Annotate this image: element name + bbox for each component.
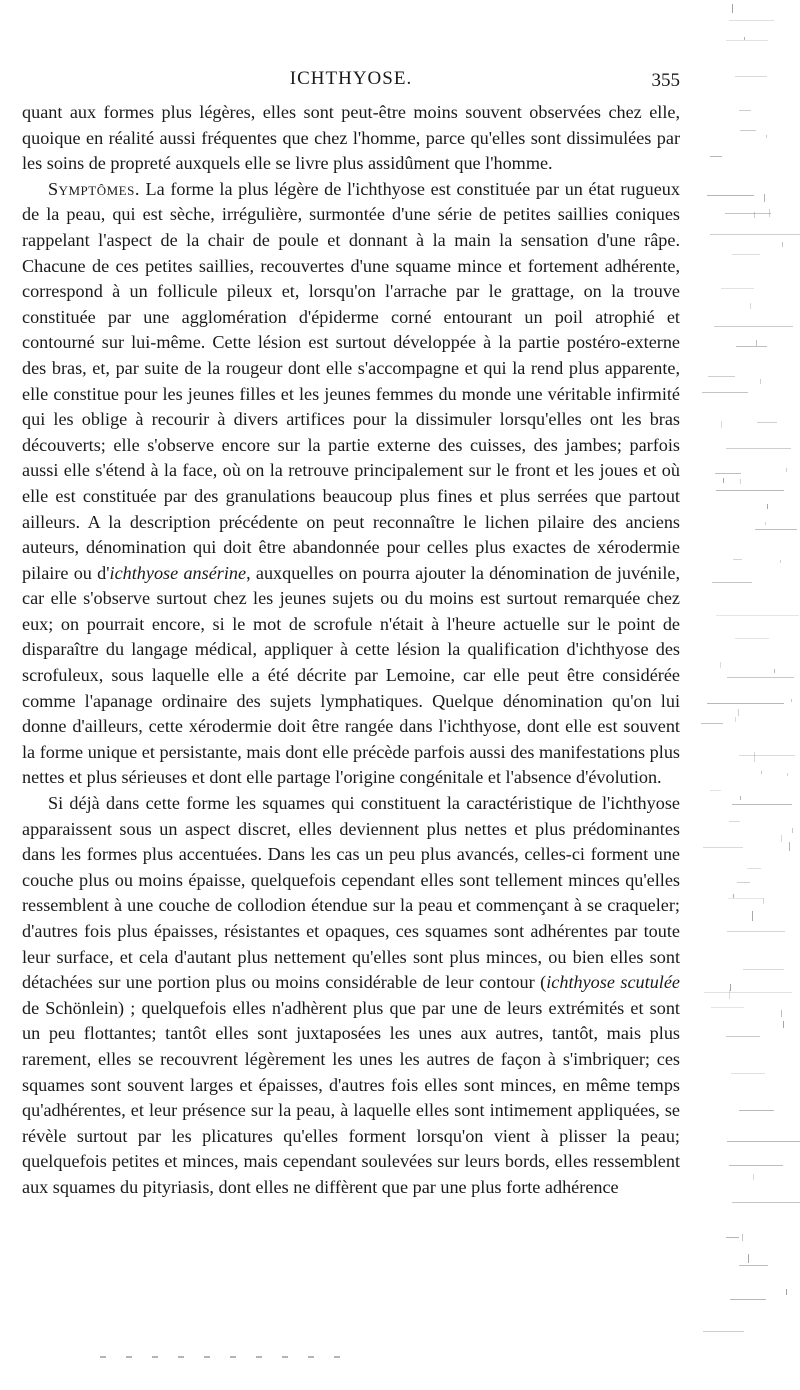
paragraph-3-text-b: de Schönlein) ; quelquefois elles n'adhèrent plus que par une de leurs extrémités et sont un peu flottantes; tantôt elles sont juxtaposées les unes aux autres, tantôt, mais plus rarement, elles se recouvrent légèrement les unes les autres de façon à s'imbriquer; ces squames sont souvent larges et épaisses, d'autres fois elles sont minces, en même temps qu'adhérentes, et leur présence sur la peau, à laquelle elles sont intimement appliquées, se révèle surtout par les plicatures qu'elles forment lorsqu'on vient à plisser la peau; quelquefois petites et minces, mais cependant soulevées sur leurs bords, elles ressemblent aux squames du pityriasis, dont elles ne diffèrent que par une plus forte adhérence bbox=[22, 997, 680, 1197]
noise-tick bbox=[740, 479, 741, 484]
book-page bbox=[22, 66, 680, 1201]
noise-tick bbox=[733, 894, 734, 898]
noise-line bbox=[714, 326, 793, 327]
noise-tick bbox=[750, 303, 751, 309]
noise-tick bbox=[766, 135, 767, 138]
noise-line bbox=[729, 821, 740, 822]
noise-tick bbox=[729, 990, 730, 999]
noise-tick bbox=[791, 699, 792, 702]
paragraph-1-text: quant aux formes plus légères, elles sont peut-être moins souvent observées chez elle, quoique en réalité aussi fréquentes que chez l'homme, parce qu'elles sont dissimulées par les soins de propreté auxquels elle se livre plus assidûment que l'homme. bbox=[22, 102, 680, 174]
noise-tick bbox=[738, 709, 739, 716]
page-number: 355 bbox=[651, 70, 680, 91]
noise-line bbox=[726, 40, 768, 41]
dust-dot bbox=[308, 1356, 314, 1358]
noise-tick bbox=[786, 1289, 787, 1295]
noise-tick bbox=[767, 504, 768, 509]
paragraph-2-text-b: , auxquelles on pourra ajouter la dénomination de juvénile, car elle s'observe surtout chez les jeunes sujets ou du moins est surtout remarquée chez eux; on pourrait encore, si le mot de scrofule n'était à l'heure actuelle sur le point de disparaître du langage médical, appliquer à cette lésion la qualification d'ichthyose des scrofuleux, sous laquelle elle a été décrite par Lemoine, car elle peut être considérée comme l'apanage ordinaire des sujets lymphatiques. Quelque dénomination qu'on lui donne d'ailleurs, cette xérodermie doit être rangée dans l'ichthyose, dont elle est souvent la forme unique et persistante, mais dont elle précède parfois aussi des manifestations plus nettes et plus sérieuses et dont elle partage l'origine congénitale et l'absence d'évolution. bbox=[22, 562, 680, 788]
noise-line bbox=[701, 723, 723, 724]
noise-line bbox=[735, 76, 767, 77]
noise-line bbox=[710, 790, 721, 791]
noise-line bbox=[729, 1165, 783, 1166]
noise-line bbox=[725, 213, 771, 214]
noise-line bbox=[726, 1036, 760, 1037]
dust-dot bbox=[334, 1356, 340, 1358]
noise-tick bbox=[782, 242, 783, 247]
noise-line bbox=[710, 156, 722, 157]
noise-tick bbox=[787, 773, 788, 776]
noise-line bbox=[712, 582, 752, 583]
running-head bbox=[22, 66, 680, 96]
noise-tick bbox=[781, 835, 782, 842]
noise-line bbox=[727, 1141, 800, 1142]
noise-tick bbox=[761, 771, 762, 774]
noise-line bbox=[739, 110, 751, 111]
noise-line bbox=[735, 638, 769, 639]
paragraph-2-text-a: La forme la plus légère de l'ichthyose est constituée par un état rugueux de la peau, qui est sèche, irrégulière, surmontée d'une série de petites saillies coniques rappelant l'aspect de la chair de poule et donnant à la main la sensation d'une râpe. Chacune de ces petites saillies, recouvertes d'une squame mince et fortement adhérente, correspond à un follicule pileux et, lorsqu'on l'arrache par le grattage, on la trouve constituée par une agglomération d'épiderme corné entourant un poil atrophié et contourné sur lui-même. Cette lésion est surtout développée à la partie postéro-externe des bras, et, par suite de la rougeur dont elle s'accompagne et qui la rend plus apparente, elle constitue pour les jeunes filles et les jeunes femmes du monde une véritable infirmité qui les oblige à recourir à divers artifices pour la dissimuler lorsqu'elles ont les bras découverts; elle s'observe encore sur la partie externe des cuisses, des jambes; parfois aussi elle s'étend à la face, où on la retrouve principalement sur le front et les joues et où elle est constituée par des granulations beaucoup plus fines et plus serrées que partout ailleurs. A la description précédente on peut reconnaître le lichen pilaire des anciens auteurs, dénomination qui doit être abandonnée pour celles plus exactes de xérodermie pilaire ou d' bbox=[22, 178, 680, 583]
paragraph-symptoms bbox=[22, 177, 680, 791]
noise-line bbox=[732, 804, 792, 805]
noise-tick bbox=[748, 1254, 749, 1263]
noise-line bbox=[728, 898, 763, 899]
dust-dot bbox=[178, 1356, 184, 1358]
noise-tick bbox=[754, 752, 755, 762]
noise-line bbox=[740, 130, 756, 131]
noise-tick bbox=[723, 478, 724, 483]
noise-tick bbox=[774, 669, 775, 673]
paragraph-continuation bbox=[22, 100, 680, 177]
noise-line bbox=[708, 376, 735, 377]
noise-line bbox=[727, 677, 794, 678]
noise-line bbox=[716, 490, 784, 491]
dust-dot bbox=[230, 1356, 236, 1358]
dust-dot bbox=[256, 1356, 262, 1358]
paragraph-2-italic-term: ichthyose ansérine bbox=[109, 562, 247, 583]
noise-tick bbox=[763, 898, 764, 904]
paragraph-3-text-a: Si déjà dans cette forme les squames qui constituent la caractéristique de l'ichthyose apparaissent sous un aspect discret, elles deviennent plus nettes et plus prédominantes dans les formes plus accentuées. Dans les cas un peu plus avancés, celles-ci forment une couche plus ou moins épaisse, quelquefois cependant elles sont tellement minces qu'elles ressemblent à une couche de collodion étendue sur la peau et commençant à se craqueler; d'autres fois plus épaisses, résistantes et opaques, ces squames sont adhérentes par toute leur surface, et cela d'autant plus nettement qu'elles sont plus minces, ou bien elles sont détachées sur une portion plus ou moins considérable de leur contour ( bbox=[22, 793, 680, 993]
noise-line bbox=[755, 529, 797, 530]
noise-tick bbox=[765, 522, 766, 525]
noise-line bbox=[732, 1202, 800, 1203]
noise-line bbox=[730, 1299, 766, 1300]
noise-line bbox=[736, 346, 767, 347]
noise-line bbox=[715, 473, 741, 474]
noise-line bbox=[733, 559, 742, 560]
noise-tick bbox=[742, 1234, 743, 1241]
running-title: ICHTHYOSE. bbox=[289, 68, 413, 89]
noise-tick bbox=[753, 1174, 754, 1180]
noise-tick bbox=[780, 560, 781, 563]
noise-tick bbox=[786, 468, 787, 472]
noise-line bbox=[710, 234, 800, 235]
noise-line bbox=[739, 1110, 774, 1111]
noise-line bbox=[704, 992, 792, 993]
noise-line bbox=[707, 195, 754, 196]
dust-dot bbox=[126, 1356, 132, 1358]
noise-tick bbox=[735, 717, 736, 722]
noise-tick bbox=[783, 1021, 784, 1028]
noise-line bbox=[757, 422, 777, 423]
section-heading-symptoms: Symptômes. bbox=[48, 178, 140, 199]
noise-line bbox=[721, 288, 754, 289]
noise-tick bbox=[744, 37, 745, 40]
noise-tick bbox=[781, 1010, 782, 1017]
noise-line bbox=[726, 1237, 739, 1238]
noise-tick bbox=[769, 209, 770, 217]
dust-dot bbox=[100, 1356, 106, 1358]
noise-line bbox=[743, 969, 784, 970]
noise-tick bbox=[720, 662, 721, 668]
noise-line bbox=[732, 254, 760, 255]
noise-tick bbox=[740, 796, 741, 800]
noise-line bbox=[726, 448, 791, 449]
noise-line bbox=[747, 868, 761, 869]
noise-tick bbox=[730, 984, 731, 991]
noise-tick bbox=[754, 212, 755, 218]
noise-tick bbox=[756, 340, 757, 346]
noise-line bbox=[739, 755, 795, 756]
noise-line bbox=[737, 882, 750, 883]
noise-line bbox=[702, 392, 748, 393]
noise-tick bbox=[721, 421, 722, 428]
noise-line bbox=[711, 1007, 744, 1008]
noise-line bbox=[727, 931, 785, 932]
noise-tick bbox=[764, 194, 765, 202]
binding-edge-noise bbox=[700, 0, 800, 1390]
dust-dot bbox=[152, 1356, 158, 1358]
noise-line bbox=[739, 1265, 768, 1266]
noise-tick bbox=[789, 842, 790, 851]
noise-line bbox=[703, 847, 743, 848]
paragraph-squames bbox=[22, 791, 680, 1201]
noise-line bbox=[731, 1073, 765, 1074]
noise-line bbox=[707, 703, 784, 704]
paragraph-3-italic-term: ichthyose scutulée bbox=[546, 972, 680, 993]
noise-line bbox=[716, 615, 799, 616]
noise-tick bbox=[732, 4, 733, 13]
noise-tick bbox=[760, 379, 761, 384]
scan-dust-marks bbox=[100, 1356, 360, 1360]
dust-dot bbox=[282, 1356, 288, 1358]
noise-tick bbox=[752, 911, 753, 921]
body-text bbox=[22, 100, 680, 1201]
noise-line bbox=[729, 20, 774, 21]
noise-line bbox=[703, 1331, 744, 1332]
dust-dot bbox=[204, 1356, 210, 1358]
noise-tick bbox=[792, 828, 793, 833]
